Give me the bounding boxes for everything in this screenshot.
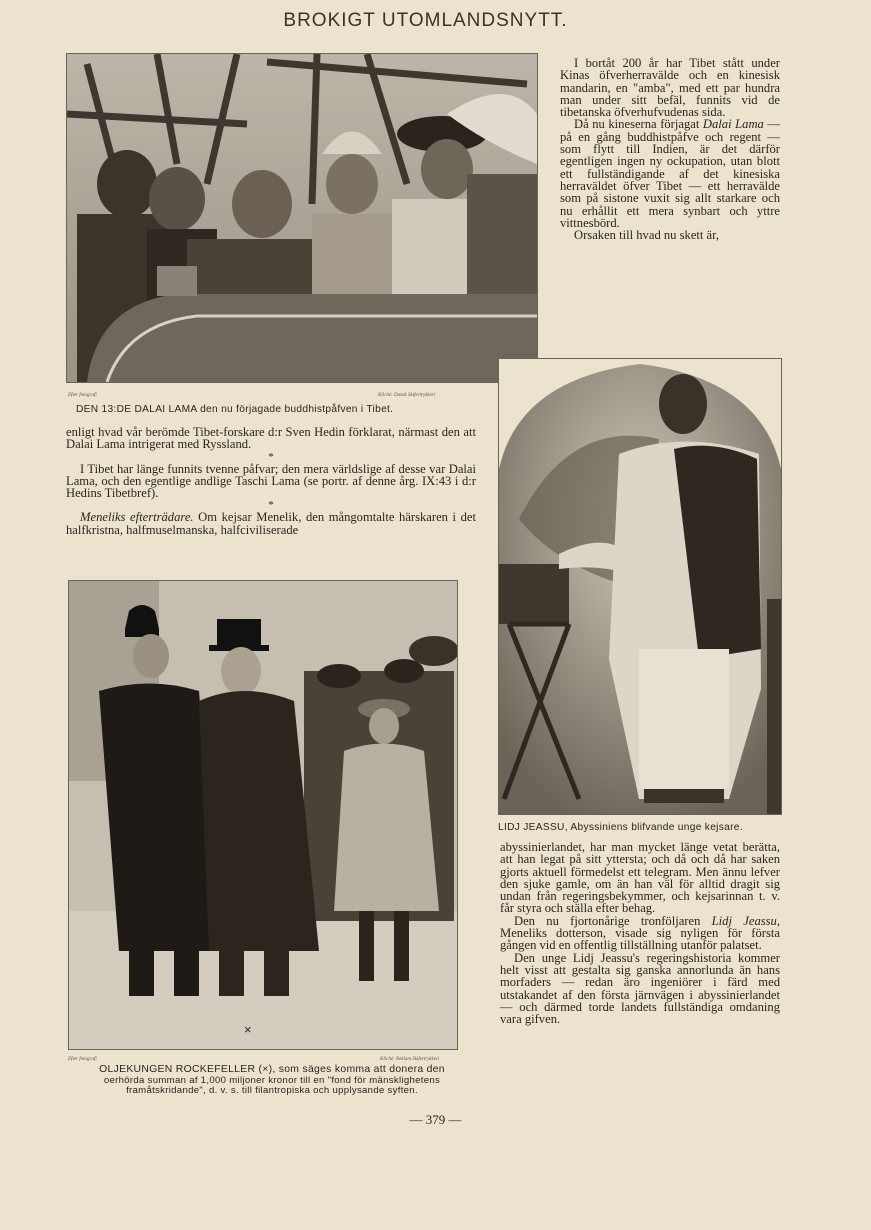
- rockefeller-photo-credit-left: Efter fotografi: [68, 1057, 97, 1062]
- paragraph: Den unge Lidj Jeassu's regeringshistoria kommer helt visst att gestalta sig ganska annorlunda än hans morfaders — redan äro ingeniörer i färd med utstakandet af den första järnvägen i abyssinierlandet — och därmed torde landets fullständiga omdaning vara gifven.: [500, 950, 780, 1027]
- dalai-lama-photo: [66, 53, 538, 383]
- rockefeller-photo-illustration: [69, 581, 457, 1049]
- section-heading: Meneliks efterträdare.: [80, 510, 194, 525]
- rockefeller-photo-credit-right: Kliché: Reklam Skifertrykkeri: [380, 1057, 440, 1062]
- paragraph: Då nu kineserna förjagat Dalai Lama — på en gång buddhistpåfve och regent — som flytt till Indien, är det därför egentligen ingen ny ockupation, utan blott ett fullständigande af det kinesiska herraväldet öfver Tibet — ett herravälde som på sistone vuxit sig allt starkare och nu erhållit ett mera synbart och yttre vittnesbörd.: [560, 117, 780, 230]
- paragraph: I Tibet har länge funnits tvenne påfvar; den mera världslige af desse var Dalai Lama, och den egentlige andlige Taschi Lama (se portr. af denne årg. IX:43 i d:r Hedins Tibetbref).: [66, 461, 476, 501]
- lidj-jeassu-photo: [498, 358, 782, 815]
- rockefeller-caption-line: framåtskridande", d. v. s. till filantropiska och upplysande syften.: [126, 1085, 418, 1097]
- tibet-text-column: [560, 57, 780, 241]
- left-middle-text: [66, 426, 476, 536]
- separator-asterisk: *: [268, 450, 274, 463]
- paragraph: Orsaken till hvad nu skett är,: [574, 228, 719, 243]
- rockefeller-caption: [66, 1065, 478, 1097]
- menelik-text-column: [500, 841, 780, 1025]
- lidj-jeassu-term: Lidj Jeassu,: [711, 913, 780, 928]
- rockefeller-mark: ×: [244, 1022, 252, 1037]
- dalai-photo-credit-left: Efter fotografi: [68, 393, 97, 398]
- paragraph: Meneliks efterträdare. Om kejsar Menelik, den mångomtalte härskaren i det halfkristna, halfmuselmanska, halfciviliserade: [66, 510, 476, 537]
- page-number: — 379 —: [409, 1112, 462, 1127]
- dalai-lama-photo-illustration: [67, 54, 537, 382]
- rockefeller-caption-line: OLJEKUNGEN ROCKEFELLER (×), som säges komma att donera den: [99, 1064, 445, 1075]
- dalai-lama-term: Dalai Lama: [702, 117, 764, 132]
- rockefeller-caption-line: oerhörda summan af 1,000 miljoner kronor till en "fond för mänsklighetens: [103, 1074, 441, 1086]
- page-header: BROKIGT UTOMLANDSNYTT.: [283, 10, 568, 31]
- paragraph: Den nu fjortonårige tronföljaren Lidj Jeassu, Meneliks dotterson, visade sig nyligen för första gången vid en offentlig tillställning utanför palatset.: [500, 913, 780, 953]
- paragraph: I bortåt 200 år har Tibet stått under Kinas öfverherravälde och en kinesisk mandarin, en "amba", med ett par hundra man under sitt befäl, funnits vid de tibetanska öfverhufvudenas sida.: [560, 56, 780, 120]
- rockefeller-photo: [68, 580, 458, 1050]
- dalai-photo-credit-right: Kliché: Dansk Skifertrykkeri: [378, 393, 436, 398]
- paragraph: enligt hvad vår berömde Tibet-forskare d:r Sven Hedin förklarat, närmast den att Dalai Lama intrigerat med Ryssland.: [66, 425, 476, 452]
- separator-asterisk: *: [268, 499, 274, 512]
- lidj-jeassu-photo-illustration: [499, 359, 781, 814]
- lidj-jeassu-caption: LIDJ JEASSU, Abyssiniens blifvande unge kejsare.: [498, 822, 743, 833]
- dalai-lama-caption: DEN 13:DE DALAI LAMA den nu förjagade buddhistpåfven i Tibet.: [76, 404, 394, 415]
- paragraph: abyssinierlandet, har man mycket länge vetat berätta, att han legat på sitt yttersta; och då och då har saken gjorts aktuell förmedelst ett telegram. Men ännu lefver den sjuke gamle, om än han väl för alltid dragit sig undan från regeringsbekymmer, och kejsarinnan t. v. får styra och ställa efter behag.: [500, 840, 780, 916]
